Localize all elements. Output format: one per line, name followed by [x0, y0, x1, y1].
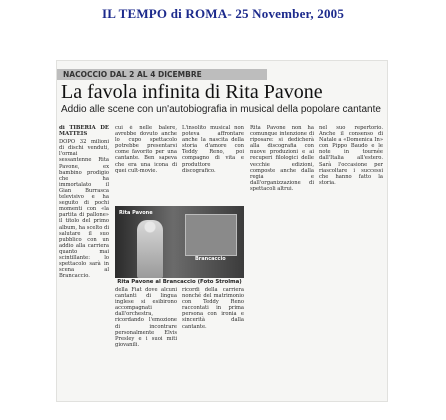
column-4-text: Rita Pavone non ha comunque intenzione di riposare: si dedicherà alla discografia con nuove produzioni e ai recuperi filologici delle vecchie edizioni, composte anche dalla regia e dall'organizzazione di spettacoli altrui. [250, 125, 314, 192]
column-3-text: L'insolito musical non poteva affrontare anche la nascita della storia d'amore con Teddy Reno, poi compagno di vita e produttore discografico. [182, 125, 244, 174]
photo-caption: Rita Pavone al Brancaccio (Foto Strolma) [117, 279, 242, 285]
column-2b-text: della Fiat dove alcuni cantanti di lingua inglese si esibirono accompagnati dall'orchestra, ricordando l'emozione di incontrare personalmente Elvis Presley e i suoi miti giovanili. [115, 287, 177, 348]
article-photo [115, 206, 244, 278]
column-3b-text: ricordi della carriera nonché del matrimonio con Teddy Reno raccontati in prima persona con ironia e sincerità dalla cantante. [182, 287, 244, 330]
photo-singer-figure [137, 220, 163, 278]
article-column-3-lower [182, 287, 244, 397]
article-column-1 [59, 125, 109, 395]
article-kicker: NACOCCIO DAL 2 AL 4 DICEMBRE [57, 69, 267, 80]
newspaper-clipping [56, 60, 388, 402]
photo-sign-2: Brancaccio [195, 256, 226, 262]
column-5-text: nel suo repertorio. Anche il consenso di Natale a «Domenica In» con Pippo Baudo e le note in tournée dall'Italia all'estero. Sarà l'occasione per riascoltare i successi che hanno fatto la storia. [319, 125, 383, 186]
article-column-2 [115, 125, 177, 203]
photo-sign-1: Rita Pavone [119, 210, 153, 216]
article-column-4 [250, 125, 314, 395]
article-column-5 [319, 125, 383, 395]
article-headline: La favola infinita di Rita Pavone [61, 81, 323, 103]
article-subhead: Addio alle scene con un'autobiografia in musical della popolare cantante [61, 104, 381, 115]
column-1-text: DOPO 32 milioni di dischi venduti, l'ormai sessantenne Rita Pavone, ex bambino prodigio che ha immortalato il Gian Burrasca televisivo e ha seguito di pochi momenti con «la partita di pallone» il titolo del primo album, ha scelto di salutare il suo pubblico con un addio alla carriera quanto mai scintillante: lo spettacolo sarà in scena al Brancaccio. [59, 139, 109, 280]
article-byline: di TIBERIA DE MATTEIS [59, 125, 109, 138]
article-column-3 [182, 125, 244, 203]
article-column-2-lower [115, 287, 177, 397]
newspaper-header: IL TEMPO di ROMA- 25 November, 2005 [101, 6, 345, 21]
photo-stage-screen [185, 214, 237, 256]
column-2-text: cui è nelle balere, avrebbe dovuto anche lo cupo spettacolo potrebbe presentarsi come favorito per una cantante. Ben sapeva che era una icona di quei cult-movie. [115, 125, 177, 174]
